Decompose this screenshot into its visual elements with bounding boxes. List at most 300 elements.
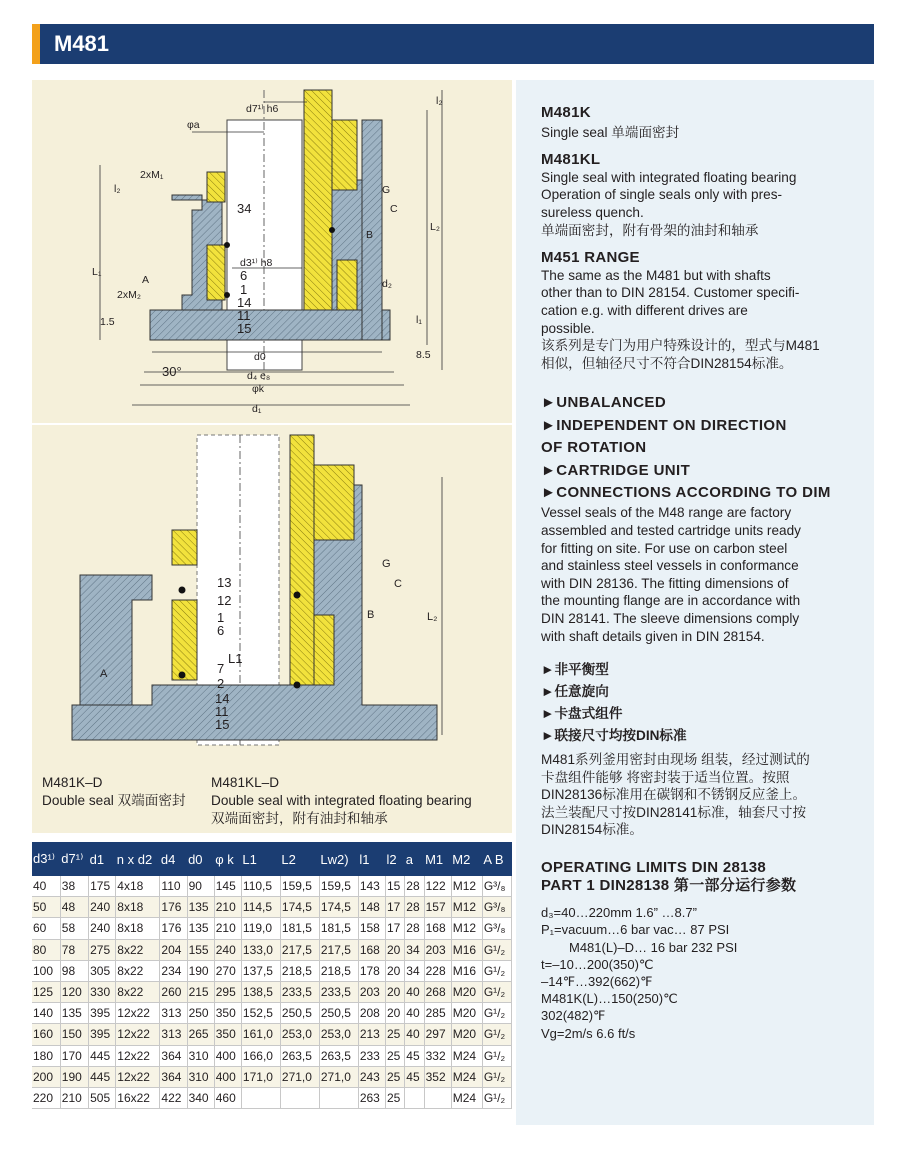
table-cell: 250 xyxy=(187,1003,214,1024)
table-cell: 210 xyxy=(214,897,241,918)
limit-4: t=–10…200(350)℃ xyxy=(541,956,654,972)
table-cell: 270 xyxy=(214,960,241,981)
label2-c: C xyxy=(394,578,402,590)
label-d0: d0 xyxy=(254,351,266,363)
table-cell: M20 xyxy=(451,1003,482,1024)
table-cell: G¹/₂ xyxy=(482,1087,511,1108)
table-cell: 271,0 xyxy=(319,1066,358,1087)
table-cell: 422 xyxy=(160,1087,187,1108)
text-m451-1: The same as the M481 but with shafts xyxy=(541,267,771,283)
caption-m481k-d-title: M481K–D xyxy=(42,775,103,790)
table-cell: 305 xyxy=(89,960,116,981)
feature-unbalanced: ►UNBALANCED xyxy=(541,394,667,412)
table-cell: 25 xyxy=(386,1066,405,1087)
table-body xyxy=(32,876,512,1109)
label-d4e8: d₄ e₈ xyxy=(247,370,271,382)
label2-6: 6 xyxy=(217,623,225,638)
limit-3: M481(L)–D… 16 bar 232 PSI xyxy=(569,939,738,955)
table-cell: 174,5 xyxy=(319,897,358,918)
table-cell: 12x22 xyxy=(116,1066,160,1087)
table-cell xyxy=(405,1087,424,1108)
label2-g: G xyxy=(382,558,391,570)
table-cell: 143 xyxy=(358,876,385,897)
label-l2-top: l₂ xyxy=(436,95,443,107)
limit-8: Vg=2m/s 6.6 ft/s xyxy=(541,1025,636,1041)
table-header-cell: a xyxy=(405,842,424,876)
table-row xyxy=(32,897,512,918)
feature-list-cn xyxy=(541,659,871,747)
double-seal-drawing xyxy=(32,425,512,765)
label-2xm2: 2xM₂ xyxy=(117,289,141,301)
feature-cn-2: ►任意旋向 xyxy=(541,684,609,700)
feature-cn-4: ►联接尺寸均按DIN标准 xyxy=(541,728,687,744)
text-m451-4: possible. xyxy=(541,320,595,336)
table-cell: M16 xyxy=(451,960,482,981)
table-cell: 166,0 xyxy=(241,1045,280,1066)
table-cell: 234 xyxy=(160,960,187,981)
limit-5: –14℉…392(662)℉ xyxy=(541,974,653,990)
heading-m481k: M481K xyxy=(541,104,591,121)
table-cell: G¹/₂ xyxy=(482,960,511,981)
label2-1: 1 xyxy=(217,610,225,625)
header-bar xyxy=(32,24,874,64)
table-row xyxy=(32,876,512,897)
table-cell: 263,5 xyxy=(280,1045,319,1066)
desc-cn-2: 卡盘组件能够 将密封装于适当位置。按照 xyxy=(541,769,790,785)
table-cell: 122 xyxy=(424,876,451,897)
label2-14: 14 xyxy=(215,691,230,706)
table-header-cell: A B xyxy=(482,842,511,876)
table-cell: 240 xyxy=(89,918,116,939)
table-cell xyxy=(319,1087,358,1108)
table-cell xyxy=(241,1087,280,1108)
table-cell: 505 xyxy=(89,1087,116,1108)
desc-cn-3: DIN28136标准用在碳钢和不锈钢反应釜上。 xyxy=(541,787,807,803)
table-cell: 12x22 xyxy=(116,1024,160,1045)
heading-operating-limits-2: PART 1 DIN28138 第一部分运行参数 xyxy=(541,876,797,894)
label-14: 14 xyxy=(237,295,252,310)
table-cell: 45 xyxy=(405,1066,424,1087)
table-cell: G¹/₂ xyxy=(482,1045,511,1066)
table-cell: 265 xyxy=(187,1024,214,1045)
table-cell: 8x18 xyxy=(116,918,160,939)
table-cell: 171,0 xyxy=(241,1066,280,1087)
table-cell: 8x22 xyxy=(116,981,160,1002)
feature-rotation: OF ROTATION xyxy=(541,439,647,457)
table-cell: 233,5 xyxy=(319,981,358,1002)
table-cell: 297 xyxy=(424,1024,451,1045)
feature-cn-3: ►卡盘式组件 xyxy=(541,706,623,722)
desc-4: and stainless steel vessels in conformance xyxy=(541,558,799,574)
table-cell: 203 xyxy=(424,939,451,960)
table-header-cell: Lw2) xyxy=(319,842,358,876)
table-row xyxy=(32,981,512,1002)
table-cell: 233,5 xyxy=(280,981,319,1002)
desc-cn-1: M481系列釜用密封由现场 组装，经过测试的 xyxy=(541,752,810,768)
table-cell: G³/₈ xyxy=(482,876,511,897)
table-cell: M12 xyxy=(451,876,482,897)
table-cell: G³/₈ xyxy=(482,897,511,918)
table-cell: 148 xyxy=(358,897,385,918)
table-cell: 152,5 xyxy=(241,1003,280,1024)
limit-1: d₃=40…220mm 1.6” …8.7” xyxy=(541,905,697,921)
table-header-cell: M1 xyxy=(424,842,451,876)
table-cell: 285 xyxy=(424,1003,451,1024)
table-row xyxy=(32,918,512,939)
table-row xyxy=(32,1003,512,1024)
table-cell: G³/₈ xyxy=(482,918,511,939)
table-cell: 203 xyxy=(358,981,385,1002)
feature-connections: ►CONNECTIONS ACCORDING TO DIM xyxy=(541,483,831,501)
desc-8: with shaft details given in DIN 28154. xyxy=(541,628,765,644)
label2-12: 12 xyxy=(217,593,232,608)
desc-1: Vessel seals of the M48 range are factory xyxy=(541,505,792,521)
table-cell: 181,5 xyxy=(319,918,358,939)
table-cell: 210 xyxy=(60,1087,88,1108)
table-cell: 20 xyxy=(386,939,405,960)
right-column xyxy=(541,90,871,1042)
page-title: M481 xyxy=(54,31,110,56)
table-cell: 233 xyxy=(358,1045,385,1066)
label-1-5: 1.5 xyxy=(100,316,115,328)
table-cell: M20 xyxy=(451,1024,482,1045)
table-cell: 400 xyxy=(214,1066,241,1087)
table-cell: 34 xyxy=(405,939,424,960)
table-cell: 181,5 xyxy=(280,918,319,939)
text-m451-5: 该系列是专门为用户特殊设计的，型式与M481 xyxy=(541,338,820,354)
table-cell: 161,0 xyxy=(241,1024,280,1045)
table-cell: 218,5 xyxy=(280,960,319,981)
table-cell: 268 xyxy=(424,981,451,1002)
table-row xyxy=(32,1024,512,1045)
table-cell: 20 xyxy=(386,981,405,1002)
table-cell: 350 xyxy=(214,1003,241,1024)
table-cell: 330 xyxy=(89,981,116,1002)
table-cell: 160 xyxy=(32,1024,60,1045)
table-cell: 200 xyxy=(32,1066,60,1087)
table-cell: 16x22 xyxy=(116,1087,160,1108)
table-cell: 168 xyxy=(358,939,385,960)
caption-m481kl-d-desc: Double seal with integrated floating bearing xyxy=(211,792,472,808)
table-cell: 310 xyxy=(187,1045,214,1066)
table-cell: 25 xyxy=(386,1024,405,1045)
heading-operating-limits: OPERATING LIMITS DIN 28138 xyxy=(541,859,767,877)
table-cell: 352 xyxy=(424,1066,451,1087)
table-cell: 158 xyxy=(358,918,385,939)
heading-m481kl: M481KL xyxy=(541,151,601,169)
text-m451-6: 相似，但轴径尺寸不符合DIN28154标准。 xyxy=(541,355,793,371)
table-cell: 137,5 xyxy=(241,960,280,981)
label-l1: l₁ xyxy=(416,314,422,326)
table-cell: G¹/₂ xyxy=(482,981,511,1002)
table-cell: 263,5 xyxy=(319,1045,358,1066)
desc-cn-4: 法兰装配尺寸按DIN28141标准，轴套尺寸按 xyxy=(541,804,807,820)
table-cell: 8x18 xyxy=(116,897,160,918)
table-cell: 445 xyxy=(89,1045,116,1066)
table-header-cell: l1 xyxy=(358,842,385,876)
table-cell: 28 xyxy=(405,897,424,918)
table-cell: 125 xyxy=(32,981,60,1002)
table-cell: 364 xyxy=(160,1066,187,1087)
text-m481kl-2: Operation of single seals only with pres- xyxy=(541,187,783,203)
feature-cn-1: ►非平衡型 xyxy=(541,662,609,678)
table-cell: 332 xyxy=(424,1045,451,1066)
table-cell: 364 xyxy=(160,1045,187,1066)
table-cell: M20 xyxy=(451,981,482,1002)
label-angle: 30° xyxy=(162,364,182,379)
table-cell: 28 xyxy=(405,918,424,939)
table-cell: 12x22 xyxy=(116,1045,160,1066)
table-cell: M24 xyxy=(451,1087,482,1108)
table-cell: 240 xyxy=(89,897,116,918)
caption-m481k-d xyxy=(42,774,186,810)
label-L2: L₂ xyxy=(430,221,440,233)
table-cell: 174,5 xyxy=(280,897,319,918)
table-cell: 155 xyxy=(187,939,214,960)
table-cell: 119,0 xyxy=(241,918,280,939)
label-2xm1: 2xM₁ xyxy=(140,169,164,181)
table-cell: 218,5 xyxy=(319,960,358,981)
table-cell: M24 xyxy=(451,1045,482,1066)
table-cell: 40 xyxy=(405,1003,424,1024)
text-m481kl-3: sureless quench. xyxy=(541,204,644,220)
table-cell: 38 xyxy=(60,876,88,897)
table-cell: 313 xyxy=(160,1024,187,1045)
table-cell: 263 xyxy=(358,1087,385,1108)
table-header-cell: d0 xyxy=(187,842,214,876)
limit-6: M481K(L)…150(250)℃ xyxy=(541,991,678,1007)
label2-11: 11 xyxy=(215,704,229,719)
table-cell: 135 xyxy=(60,1003,88,1024)
table-cell: 190 xyxy=(187,960,214,981)
text-m481k: Single seal 单端面密封 xyxy=(541,124,680,140)
table-cell: 110,5 xyxy=(241,876,280,897)
table-cell: 204 xyxy=(160,939,187,960)
table-cell: G¹/₂ xyxy=(482,1003,511,1024)
desc-5: with DIN 28136. The fitting dimensions of xyxy=(541,575,789,591)
table-cell: 180 xyxy=(32,1045,60,1066)
table-cell: 17 xyxy=(386,918,405,939)
table-cell: 157 xyxy=(424,897,451,918)
desc-7: DIN 28141. The sleeve dimensions comply xyxy=(541,610,800,626)
caption-m481kl-d-desc-cn: 双端面密封，附有油封和轴承 xyxy=(211,810,388,826)
table-cell: 8x22 xyxy=(116,939,160,960)
table-row xyxy=(32,960,512,981)
table-cell: 78 xyxy=(60,939,88,960)
desc-3: for fitting on site. For use on carbon steel xyxy=(541,540,788,556)
table-cell: 253,0 xyxy=(280,1024,319,1045)
table-cell: 60 xyxy=(32,918,60,939)
table-header-cell: d1 xyxy=(89,842,116,876)
table-cell: 114,5 xyxy=(241,897,280,918)
caption-m481k-d-desc: Double seal 双端面密封 xyxy=(42,792,186,808)
table-cell: 159,5 xyxy=(280,876,319,897)
table-row xyxy=(32,1087,512,1108)
label-g: G xyxy=(382,184,391,196)
table-cell xyxy=(280,1087,319,1108)
table-header-cell: L2 xyxy=(280,842,319,876)
text-m481kl-4: 单端面密封，附有骨架的油封和轴承 xyxy=(541,222,759,238)
table-header-cell: L1 xyxy=(241,842,280,876)
table-cell: 20 xyxy=(386,1003,405,1024)
limit-2: P₁=vacuum…6 bar vac… 87 PSI xyxy=(541,922,730,938)
heading-m451-range: M451 RANGE xyxy=(541,249,640,267)
limit-7: 302(482)℉ xyxy=(541,1008,606,1024)
table-row xyxy=(32,1066,512,1087)
table-cell: 350 xyxy=(214,1024,241,1045)
table-cell: 240 xyxy=(214,939,241,960)
label-34: 34 xyxy=(237,201,252,216)
label-d1: d₁ xyxy=(252,403,262,415)
text-m481kl-1: Single seal with integrated floating bearing xyxy=(541,169,797,185)
table-header-row xyxy=(32,842,512,876)
label2-b: B xyxy=(367,609,375,621)
table-cell: G¹/₂ xyxy=(482,939,511,960)
table-cell: 58 xyxy=(60,918,88,939)
table-cell: 25 xyxy=(386,1045,405,1066)
label-phia: φa xyxy=(187,119,200,131)
table-cell: 25 xyxy=(386,1087,405,1108)
table-cell: 253,0 xyxy=(319,1024,358,1045)
table-cell: 260 xyxy=(160,981,187,1002)
table-cell: 135 xyxy=(187,918,214,939)
table-cell: 178 xyxy=(358,960,385,981)
table-cell: 228 xyxy=(424,960,451,981)
table-cell: 4x18 xyxy=(116,876,160,897)
caption-m481kl-d xyxy=(211,774,472,827)
label2-7: 7 xyxy=(217,661,225,676)
desc-2: assembled and tested cartridge units ready xyxy=(541,522,801,538)
table-cell: 445 xyxy=(89,1066,116,1087)
single-seal-drawing xyxy=(32,80,512,423)
caption-m481kl-d-title: M481KL–D xyxy=(211,775,280,790)
desc-cn-5: DIN28154标准。 xyxy=(541,822,643,838)
table-cell: G¹/₂ xyxy=(482,1024,511,1045)
table-cell: 340 xyxy=(187,1087,214,1108)
label-8-5: 8.5 xyxy=(416,349,431,361)
table-cell: 400 xyxy=(214,1045,241,1066)
table-cell: 8x22 xyxy=(116,960,160,981)
table-cell: 12x22 xyxy=(116,1003,160,1024)
table-header-cell: d7¹⁾ xyxy=(60,842,88,876)
table-cell: 220 xyxy=(32,1087,60,1108)
table-cell: 176 xyxy=(160,897,187,918)
label2-a: A xyxy=(100,668,108,680)
table-cell: 140 xyxy=(32,1003,60,1024)
table-cell: G¹/₂ xyxy=(482,1066,511,1087)
label2-L1: L1 xyxy=(228,651,243,666)
table-cell: 175 xyxy=(89,876,116,897)
table-cell: 34 xyxy=(405,960,424,981)
table-cell: 243 xyxy=(358,1066,385,1087)
table-cell: 275 xyxy=(89,939,116,960)
table-cell: 215 xyxy=(187,981,214,1002)
label-c: C xyxy=(390,203,398,215)
table-cell: 210 xyxy=(214,918,241,939)
table-cell: 15 xyxy=(386,876,405,897)
table-cell: 170 xyxy=(60,1045,88,1066)
label2-15: 15 xyxy=(215,717,230,732)
label-d7h6: d7¹⁾ h6 xyxy=(246,103,279,115)
table-cell: 120 xyxy=(60,981,88,1002)
table-cell: 145 xyxy=(214,876,241,897)
label2-13: 13 xyxy=(217,575,232,590)
feature-list xyxy=(541,392,871,504)
table-cell: 17 xyxy=(386,897,405,918)
table-cell: 295 xyxy=(214,981,241,1002)
table-cell: M12 xyxy=(451,918,482,939)
table-cell: 460 xyxy=(214,1087,241,1108)
table-cell: 159,5 xyxy=(319,876,358,897)
table-cell: 271,0 xyxy=(280,1066,319,1087)
label-a: A xyxy=(142,274,150,286)
label2-L2: L₂ xyxy=(427,611,438,623)
dimension-table xyxy=(32,842,512,1109)
label-6: 6 xyxy=(240,268,248,283)
table-cell: 90 xyxy=(187,876,214,897)
table-row xyxy=(32,939,512,960)
table-cell xyxy=(424,1087,451,1108)
text-m451-3: cation e.g. with different drives are xyxy=(541,302,748,318)
label-l2: l₂ xyxy=(114,183,121,195)
table-cell: 50 xyxy=(32,897,60,918)
table-cell: 190 xyxy=(60,1066,88,1087)
table-cell: 40 xyxy=(405,1024,424,1045)
label-d3h8: d3¹⁾ h8 xyxy=(240,257,273,269)
table-cell: 133,0 xyxy=(241,939,280,960)
label-L1: L₁ xyxy=(92,266,102,278)
label-b: B xyxy=(366,229,374,241)
table-cell: 395 xyxy=(89,1003,116,1024)
label-1: 1 xyxy=(240,282,248,297)
table-cell: 176 xyxy=(160,918,187,939)
header-accent xyxy=(32,24,40,64)
table-cell: 313 xyxy=(160,1003,187,1024)
table-cell: M16 xyxy=(451,939,482,960)
table-header-cell: l2 xyxy=(386,842,405,876)
table-header-cell: d3¹⁾ xyxy=(32,842,60,876)
feature-independent: ►INDEPENDENT ON DIRECTION xyxy=(541,416,787,434)
table-cell: 138,5 xyxy=(241,981,280,1002)
table-cell: 217,5 xyxy=(280,939,319,960)
table-cell: 395 xyxy=(89,1024,116,1045)
desc-6: the mounting flange are in accordance with xyxy=(541,593,801,609)
table-cell: M12 xyxy=(451,897,482,918)
table-cell: 217,5 xyxy=(319,939,358,960)
feature-cartridge: ►CARTRIDGE UNIT xyxy=(541,461,691,479)
table-cell: 28 xyxy=(405,876,424,897)
table-header-cell: n x d2 xyxy=(116,842,160,876)
label-15: 15 xyxy=(237,321,252,336)
table-cell: 45 xyxy=(405,1045,424,1066)
label-phik: φk xyxy=(252,383,265,395)
table-header-cell: d4 xyxy=(160,842,187,876)
label-d2: d₂ xyxy=(382,278,392,290)
table-cell: 20 xyxy=(386,960,405,981)
table-cell: 110 xyxy=(160,876,187,897)
table-cell: 213 xyxy=(358,1024,385,1045)
table-cell: 80 xyxy=(32,939,60,960)
label2-2: 2 xyxy=(217,676,225,691)
table-cell: 208 xyxy=(358,1003,385,1024)
table-cell: 98 xyxy=(60,960,88,981)
table-cell: 168 xyxy=(424,918,451,939)
table-header-cell: φ k xyxy=(214,842,241,876)
table-cell: 40 xyxy=(32,876,60,897)
table-header-cell: M2 xyxy=(451,842,482,876)
table-cell: 150 xyxy=(60,1024,88,1045)
table-cell: 135 xyxy=(187,897,214,918)
